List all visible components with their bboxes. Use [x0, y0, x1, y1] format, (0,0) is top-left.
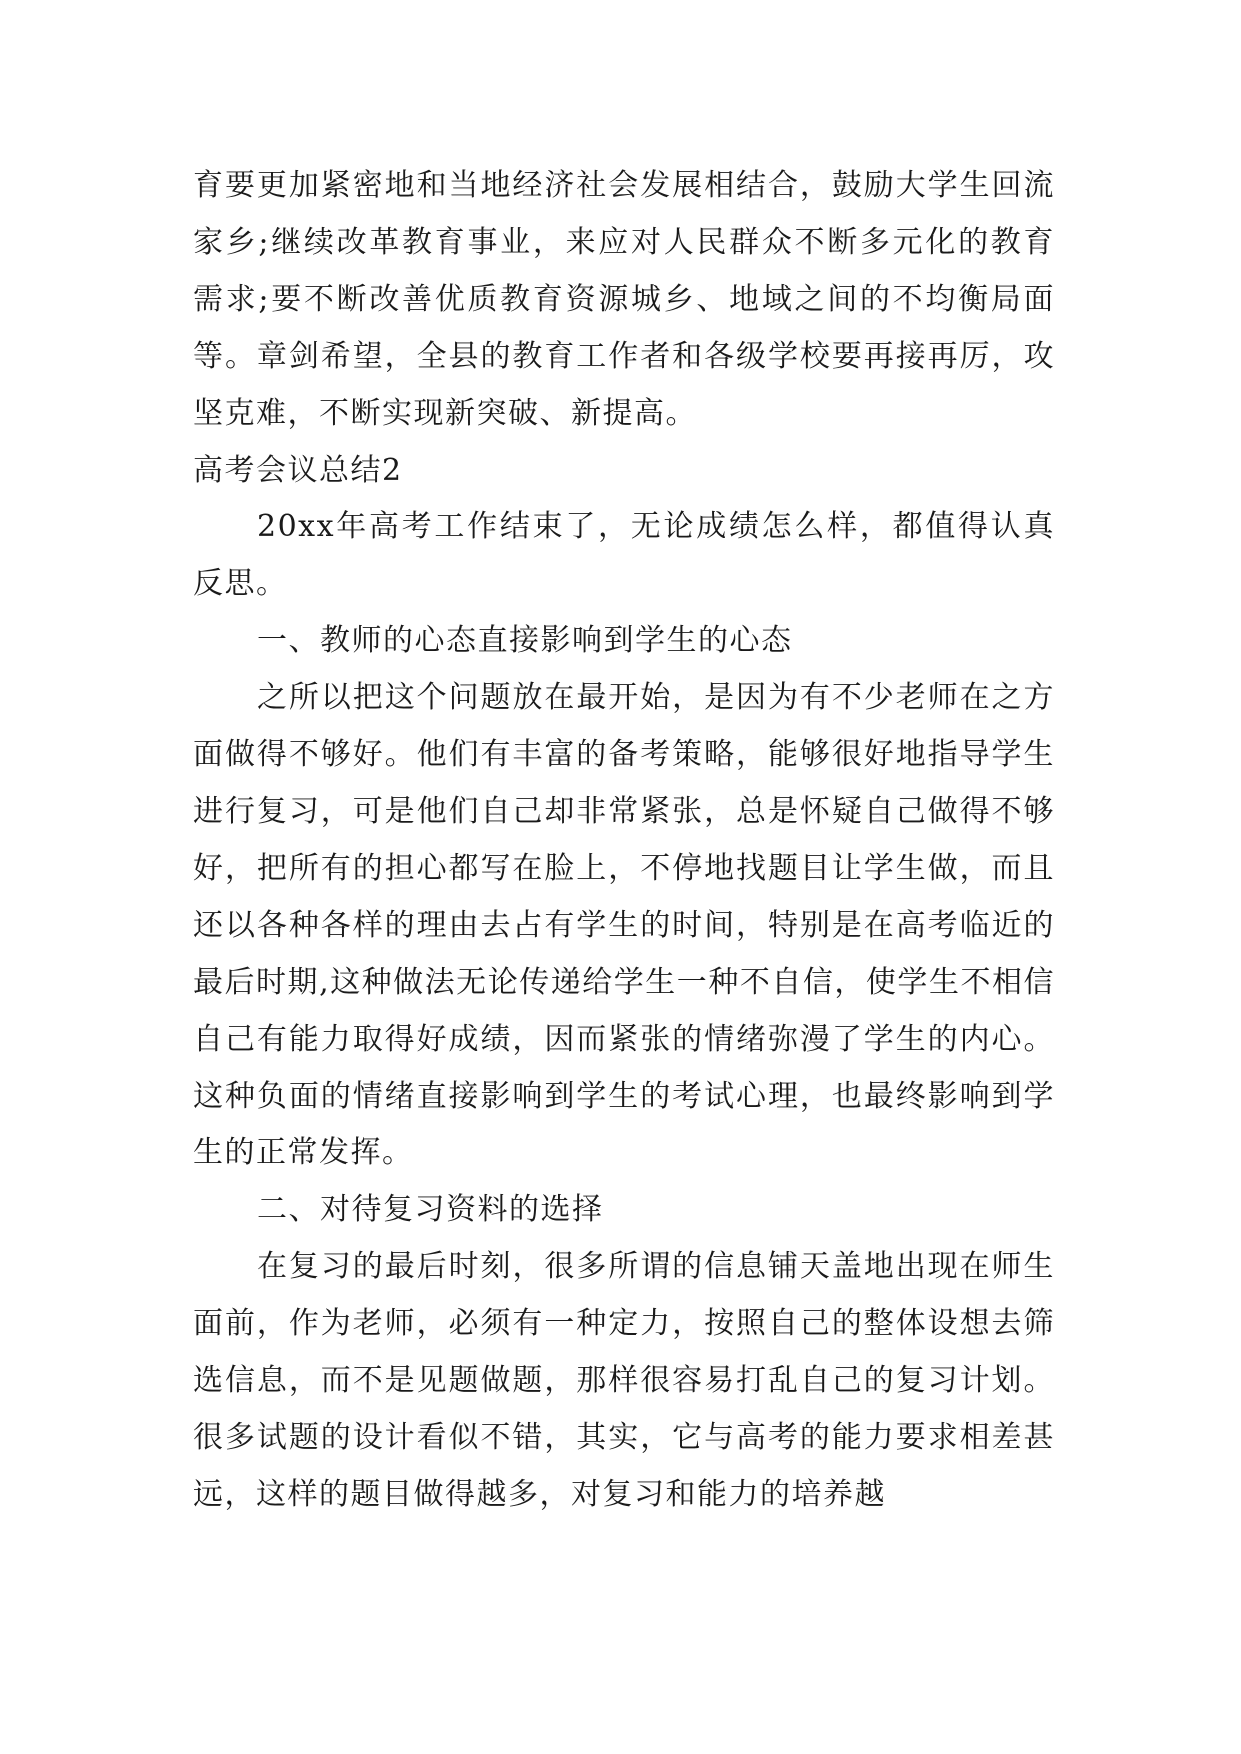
paragraph-teacher-mindset: 之所以把这个问题放在最开始，是因为有不少老师在之方面做得不够好。他们有丰富的备考策略，能够很好地指导学生进行复习，可是他们自己却非常紧张，总是怀疑自己做得不够好，把所有的担心都写在脸上，不停地找题目让学生做，而且还以各种各样的理由去占有学生的时间，特别是在高考临近的最后时期,这种做法无论传递给学生一种不自信，使学生不相信自己有能力取得好成绩，因而紧张的情绪弥漫了学生的内心。这种负面的情绪直接影响到学生的考试心理，也最终影响到学生的正常发挥。 — [193, 680, 1055, 1171]
paragraph-intro: 20xx年高考工作结束了，无论成绩怎么样，都值得认真反思。 — [193, 509, 1055, 602]
subheading-two: 二、对待复习资料的选择 — [257, 1192, 604, 1228]
paragraph-review-materials: 在复习的最后时刻，很多所谓的信息铺天盖地出现在师生面前，作为老师，必须有一种定力，按照自己的整体设想去筛选信息，而不是见题做题，那样很容易打乱自己的复习计划。很多试题的设计看似不错，其实，它与高考的能力要求相差甚远，这样的题目做得越多，对复习和能力的培养越 — [193, 1249, 1055, 1512]
document-body — [193, 158, 1055, 1524]
section-title: 高考会议总结2 — [193, 452, 403, 488]
subheading-one: 一、教师的心态直接影响到学生的心态 — [257, 623, 793, 659]
paragraph-continued: 育要更加紧密地和当地经济社会发展相结合，鼓励大学生回流家乡;继续改革教育事业，来应对人民群众不断多元化的教育需求;要不断改善优质教育资源城乡、地域之间的不均衡局面等。章剑希望，全县的教育工作者和各级学校要再接再厉，攻坚克难，不断实现新突破、新提高。 — [193, 168, 1055, 431]
